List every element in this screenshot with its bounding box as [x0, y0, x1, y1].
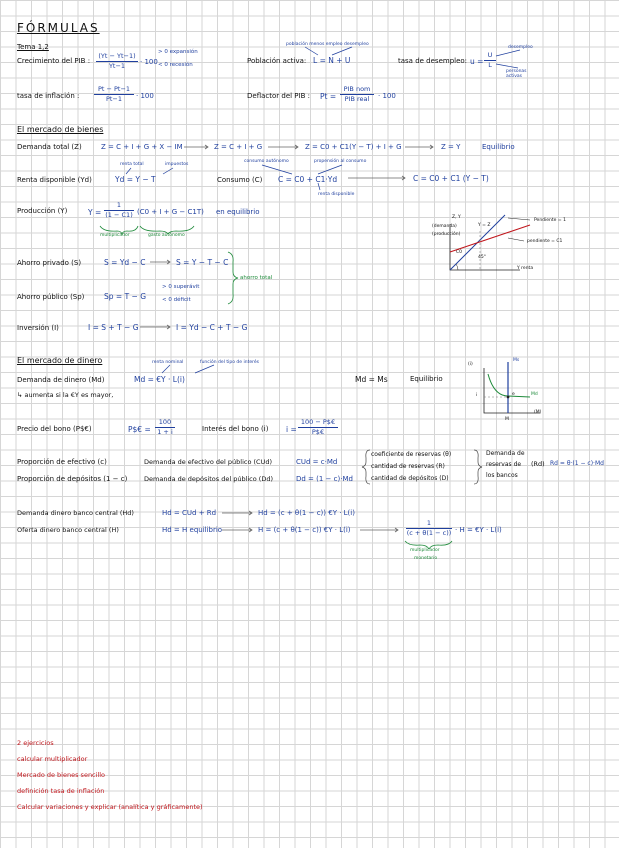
graph-m-axis: (M) — [534, 410, 542, 415]
cons-note2: propensión al consumo — [314, 159, 367, 164]
prod-den: (1 − C1) — [105, 210, 133, 219]
dbc-eq: Hd = CUd + Rd — [162, 509, 217, 517]
dt-label: Demanda total (Z) — [17, 143, 82, 151]
goods-graph-axes — [450, 224, 520, 270]
dt-eq3: Z = C0 + C1(Y − T) + I + G — [305, 143, 402, 151]
res-1: coeficiente de reservas (θ) — [371, 451, 452, 458]
pob-note: población menos empleo desempleo — [286, 42, 369, 47]
money-graph-axes — [484, 368, 540, 413]
mon-brace — [405, 541, 452, 549]
equil-eq: Md = Ms — [355, 375, 388, 384]
graph-ms: Ms — [513, 358, 520, 363]
ahorro-brace — [228, 252, 238, 304]
tasa-note-top: desempleo — [508, 45, 533, 50]
apub-label: Ahorro público (Sp) — [17, 293, 85, 301]
obc-eq2: H = (c + θ(1 − c)) €Y · L(i) — [258, 526, 351, 534]
graph-i: i — [476, 393, 478, 398]
dd-note1: renta nominal — [152, 360, 184, 365]
infl-num: Pt − Pt−1 — [94, 86, 134, 95]
line-consumo — [450, 225, 530, 252]
rd-pointers — [126, 168, 173, 174]
apub-eq: Sp = T − G — [104, 292, 147, 301]
equil-label: Equilibrio — [410, 375, 443, 383]
pob-pointers — [305, 47, 352, 55]
bono-den: 1 + i — [157, 427, 173, 436]
graph-pend2-label: pendiente = C1 — [527, 239, 563, 244]
dr-sym: (Rd) — [531, 460, 545, 468]
dinero-heading: El mercado de dinero — [17, 356, 103, 365]
graph-i-axis: (i) — [468, 362, 473, 367]
exercise-2: calcular multiplicador — [17, 755, 88, 763]
goods-graph-pointers — [508, 218, 530, 241]
pob-label: Población activa: — [247, 57, 307, 65]
graph-c0-label: C0 — [456, 250, 463, 255]
mult-label: multiplicador — [100, 233, 130, 238]
rd-note1: renta total — [120, 162, 144, 167]
graph-e: e — [512, 392, 515, 397]
dd-label: Demanda de dinero (Md) — [17, 376, 105, 384]
crec-neg: < 0 recesión — [158, 62, 193, 68]
tasa-eq: u = — [470, 57, 484, 66]
section-tema: Tema 1,2 — [17, 43, 49, 51]
prod-eq: Y = — [88, 208, 102, 217]
int-den: P$€ — [311, 427, 325, 436]
graph-demanda-label: (demanda) — [432, 224, 457, 229]
cons-label: Consumo (C) — [217, 176, 263, 184]
tasa-num: U — [484, 52, 496, 61]
obc-eq: Hd = H equilibrio — [162, 526, 223, 534]
arrow-dt-1 — [184, 145, 208, 149]
pd-label: Proporción de depósitos (1 − c) — [17, 475, 128, 483]
res-3: cantidad de depósitos (D) — [371, 475, 449, 482]
graph-produccion-label: (producción) — [432, 232, 461, 237]
rd-eq: Yd = Y − T — [115, 175, 156, 184]
dr-1: Demanda de — [486, 450, 525, 457]
mon-mult1: multiplicador — [410, 548, 440, 553]
exercise-5: Calcular variaciones y explicar (analítica y gráficamente) — [17, 803, 203, 811]
arrow-inv — [140, 325, 170, 329]
arrow-dt-3 — [405, 145, 433, 149]
prod-equil: en equilibrio — [216, 208, 260, 216]
infl-label: tasa de inflación : — [17, 92, 80, 100]
cons-note3: renta disponible — [318, 192, 355, 197]
graph-z-label: Z, Y — [452, 215, 461, 220]
crec-label: Crecimiento del PIB : — [17, 57, 91, 65]
apub-neg: < 0 déficit — [162, 297, 191, 303]
dt-eq4: Z = Y — [441, 143, 461, 151]
arrow-cons — [348, 176, 405, 180]
money-graph — [484, 362, 540, 413]
res-brace-left — [362, 450, 370, 484]
rd-label: Renta disponible (Yd) — [17, 176, 92, 184]
prod-num: 1 — [104, 202, 134, 211]
goods-graph — [450, 215, 530, 270]
arrow-h-1 — [222, 511, 252, 515]
infl-mult: · 100 — [136, 92, 154, 100]
obc-label: Oferta dinero banco central (H) — [17, 526, 119, 534]
tasa-pointers — [496, 50, 520, 68]
prod-rest: (C0 + I + G − C1T) — [137, 208, 204, 216]
gasto-label: gasto autónomo — [148, 233, 185, 238]
cons-note1: consumo autónomo — [244, 159, 289, 164]
cons-eq: C = C0 + C1·Yd — [278, 175, 338, 184]
ap-label: Ahorro privado (S) — [17, 259, 82, 267]
crec-pos: > 0 expansión — [158, 49, 198, 55]
mon-rest: · H = €Y · L(i) — [455, 526, 502, 534]
inv-eq2: I = Yd − C + T − G — [176, 323, 248, 332]
pd-dem: Demanda de depósitos del público (Dd) — [144, 475, 274, 483]
ahorro-total: ahorro total — [240, 275, 273, 281]
int-num: 100 − P$€ — [298, 419, 338, 428]
mon-num: 1 — [406, 520, 452, 529]
graph-zy-label: Y = Z — [478, 223, 491, 228]
exercise-3: Mercado de bienes sencillo — [17, 771, 106, 779]
dd-pointers — [162, 365, 214, 373]
graph-x-label: Y renta — [517, 266, 534, 271]
apub-pos: > 0 superávit — [162, 284, 200, 290]
graph-pend1-label: Pendiente = 1 — [534, 218, 566, 223]
bono-label: Precio del bono (P$€) — [17, 425, 92, 433]
dt-eq2: Z = C + I + G — [214, 143, 263, 151]
mult-brace — [100, 226, 138, 234]
md-curve — [488, 374, 530, 397]
defl-mult: · 100 — [378, 92, 396, 100]
equilibrium-point — [507, 396, 510, 399]
tasa-label: tasa de desempleo: — [398, 57, 468, 65]
pd-eq: Dd = (1 − c)·Md — [296, 475, 353, 483]
pe-label: Proporción de efectivo (c) — [17, 458, 107, 466]
mon-den: (c + θ(1 − c)) — [406, 528, 452, 537]
pob-eq: L = N + U — [313, 56, 351, 65]
dr-2: reservas de — [486, 461, 522, 468]
crec-num: (Yt − Yt−1) — [96, 53, 138, 62]
dbc-label: Demanda dinero banco central (Hd) — [17, 509, 134, 517]
rd-note2: impuestos — [165, 162, 189, 167]
ap-eq2: S = Y − T − C — [176, 258, 229, 267]
defl-eq: Pt = — [320, 92, 337, 101]
graph-md: Md — [531, 392, 538, 397]
angle-45 — [456, 264, 458, 270]
graph-45-label: 45° — [478, 255, 486, 260]
exercise-1: 2 ejercicios — [17, 739, 54, 747]
bono-num: 100 — [155, 419, 175, 428]
dd-sub: ↳ aumenta si la €Y es mayor, — [17, 391, 114, 399]
pe-eq: CUd = c·Md — [296, 458, 338, 466]
dbc-eq2: Hd = (c + θ(1 − c)) €Y · L(i) — [258, 509, 355, 517]
dd-note2: función del tipo de interés — [200, 360, 259, 365]
cons-pointers — [262, 165, 342, 190]
defl-den: PIB real — [344, 94, 370, 103]
crec-den: Yt−1 — [108, 61, 126, 70]
gasto-brace — [140, 226, 194, 234]
dd-eq: Md = €Y · L(i) — [134, 375, 185, 384]
defl-num: PIB nom — [340, 86, 374, 95]
defl-label: Deflactor del PIB : — [247, 92, 310, 100]
int-label: Interés del bono (i) — [202, 425, 269, 433]
cons-eq2: C = C0 + C1 (Y − T) — [413, 174, 489, 183]
arrow-dt-2 — [268, 145, 298, 149]
bono-eq: P$€ = — [128, 425, 151, 434]
graph-m: M — [505, 417, 509, 422]
dr-3: los bancos — [486, 472, 518, 479]
infl-den: Pt−1 — [105, 94, 123, 103]
tasa-den: L — [488, 60, 492, 69]
inv-eq: I = S + T − G — [88, 323, 139, 332]
inv-label: Inversión (I) — [17, 324, 59, 332]
exercise-4: definición tasa de inflación — [17, 787, 105, 795]
page-title: FÓRMULAS — [17, 21, 100, 35]
prod-label: Producción (Y) — [17, 207, 68, 215]
pe-dem: Demanda de efectivo del público (CUd) — [144, 458, 273, 466]
arrow-ahorro — [150, 260, 170, 264]
dt-equil: Equilibrio — [482, 143, 515, 151]
dt-eq1: Z = C + I + G + X − IM — [101, 143, 183, 151]
int-eq: i = — [286, 425, 297, 434]
crec-mult: · 100 — [140, 58, 158, 66]
arrow-h-3 — [360, 528, 398, 532]
bienes-heading: El mercado de bienes — [17, 125, 104, 134]
arrow-h-2 — [222, 528, 252, 532]
ap-eq: S = Yd − C — [104, 258, 146, 267]
res-2: cantidad de reservas (R) — [371, 463, 445, 470]
mon-mult2: monetario — [414, 556, 438, 561]
tasa-note-bottom: personas activas — [506, 69, 527, 79]
dr-eq: Rd = θ·(1 − c)·Md — [550, 460, 604, 467]
res-brace-right — [474, 450, 482, 484]
